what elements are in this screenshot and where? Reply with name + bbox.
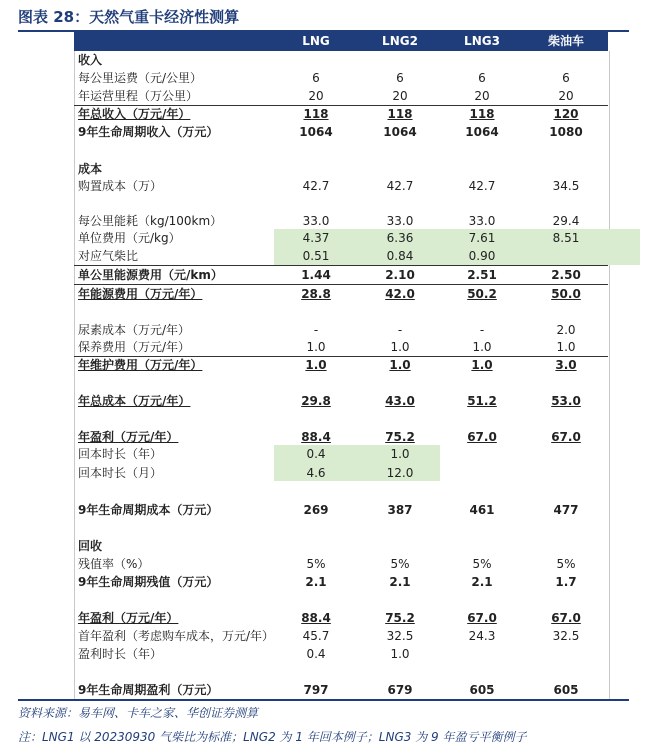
footnote: 注：LNG1 以 20230930 气柴比为标准；LNG2 为 1 年回本例子；LNG3 为 9 年盈亏平衡例子 <box>18 730 527 744</box>
cell-lng2 <box>358 537 442 555</box>
table-row-purchase-cost <box>74 177 608 195</box>
cell-lng: 0.51 <box>302 249 330 263</box>
cell-lng2: 0.84 <box>386 249 414 263</box>
cell-lng: 118 <box>303 107 329 121</box>
table-row-residual-rate <box>74 555 608 573</box>
cell-lng2: 75.2 <box>385 611 415 625</box>
col-header-lng3: LNG3 <box>464 34 500 48</box>
cell-diesel: 120 <box>553 107 579 121</box>
cell-lng2: 43.0 <box>385 394 415 408</box>
cell-lng: 88.4 <box>301 430 331 444</box>
table-row-urea-cost <box>74 321 608 339</box>
cell-lng: 29.8 <box>301 394 331 408</box>
row-label: 年能源费用（万元/年） <box>78 287 203 301</box>
row-label: 购置成本（万） <box>78 179 163 193</box>
cell-lng: 0.4 <box>306 447 326 461</box>
cell-lng3: 50.2 <box>467 287 497 301</box>
cell-diesel <box>524 51 608 69</box>
cell-lng2: 1.0 <box>390 340 410 354</box>
cell-lng3 <box>440 445 524 463</box>
cell-diesel: 8.51 <box>552 231 580 245</box>
table-row-lifecycle-profit <box>74 681 608 699</box>
cell-lng: 269 <box>303 503 329 517</box>
row-label: 对应气柴比 <box>78 249 139 263</box>
cell-diesel: 1.0 <box>556 340 576 354</box>
row-label: 9年生命周期收入（万元） <box>78 125 219 139</box>
cell-lng: 1.0 <box>306 340 326 354</box>
cell-diesel <box>524 445 608 463</box>
cell-diesel <box>524 160 608 178</box>
cell-lng3: 7.61 <box>468 231 496 245</box>
table-row-lifecycle-cost <box>74 501 608 519</box>
table-row-annual-profit <box>74 428 608 446</box>
cell-lng <box>274 160 358 178</box>
table-row-payback-years <box>74 445 608 463</box>
table-row-annual-profit-2 <box>74 609 608 627</box>
cell-diesel: 605 <box>553 683 579 697</box>
cell-lng2 <box>358 160 442 178</box>
table-row-gas-diesel-ratio <box>74 247 608 266</box>
row-label: 每公里能耗（kg/100km） <box>78 214 223 228</box>
cell-lng3: 1064 <box>465 125 499 139</box>
cell-diesel <box>524 247 608 265</box>
cell-lng3: 461 <box>469 503 495 517</box>
cell-diesel: 1080 <box>549 125 583 139</box>
cell-lng: 797 <box>303 683 329 697</box>
cell-lng3: 118 <box>469 107 495 121</box>
figure-title: 图表 28：天然气重卡经济性测算 <box>18 8 240 26</box>
cell-lng: 2.1 <box>305 575 327 589</box>
row-label: 保养费用（万元/年） <box>78 340 191 354</box>
row-label: 首年盈利（考虑购车成本，万元/年） <box>78 629 275 643</box>
cell-diesel: 477 <box>553 503 579 517</box>
row-label: 单位费用（元/kg） <box>78 231 181 245</box>
cell-lng: 4.37 <box>302 231 330 245</box>
cell-lng3 <box>440 464 524 482</box>
cell-lng3: 33.0 <box>468 214 496 228</box>
cell-diesel: 67.0 <box>551 430 581 444</box>
cell-lng: 20 <box>308 89 324 103</box>
cell-lng2: 42.0 <box>385 287 415 301</box>
row-label: 回本时长（月） <box>78 466 163 480</box>
cell-diesel: 20 <box>558 89 574 103</box>
row-label: 回收 <box>78 539 103 553</box>
cell-lng3: 1.0 <box>472 340 492 354</box>
table-row-annual-maintenance <box>74 356 608 374</box>
cell-lng2: 42.7 <box>386 179 414 193</box>
economics-table <box>74 51 610 699</box>
cell-lng: - <box>313 323 319 337</box>
cell-lng: 4.6 <box>306 466 326 480</box>
table-row-annual-mileage <box>74 87 608 106</box>
cell-lng2: 12.0 <box>386 466 414 480</box>
row-label: 9年生命周期盈利（万元） <box>78 683 219 697</box>
table-row-cost-section <box>74 160 608 178</box>
source-note: 资料来源：易车网、卡车之家、华创证券测算 <box>18 706 259 720</box>
cell-lng: 5% <box>306 557 326 571</box>
table-row-recovery-section <box>74 537 608 555</box>
cell-diesel: 1.7 <box>555 575 577 589</box>
cell-lng2: 75.2 <box>385 430 415 444</box>
cell-lng2: 118 <box>387 107 413 121</box>
col-header-lng: LNG <box>302 34 330 48</box>
cell-lng3: 5% <box>472 557 492 571</box>
cell-lng2 <box>358 51 442 69</box>
table-row-annual-total-cost <box>74 392 608 410</box>
row-label: 年运营里程（万公里） <box>78 89 199 103</box>
table-row-energy-consumption <box>74 212 608 230</box>
table-header <box>74 31 608 51</box>
cell-diesel: 5% <box>556 557 576 571</box>
cell-lng3 <box>440 160 524 178</box>
cell-lng2: 6 <box>396 71 404 85</box>
row-label: 回本时长（年） <box>78 447 163 461</box>
cell-lng: 42.7 <box>302 179 330 193</box>
cell-lng: 1.0 <box>305 358 327 372</box>
cell-diesel: 53.0 <box>551 394 581 408</box>
table-row-maintenance-fee <box>74 338 608 357</box>
row-label: 残值率（%） <box>78 557 150 571</box>
cell-lng <box>274 537 358 555</box>
row-label: 年维护费用（万元/年） <box>78 358 203 372</box>
cell-diesel: 50.0 <box>551 287 581 301</box>
cell-lng3: 67.0 <box>467 611 497 625</box>
cell-lng3: 67.0 <box>467 430 497 444</box>
cell-diesel <box>524 537 608 555</box>
cell-lng2: 5% <box>390 557 410 571</box>
cell-lng: 28.8 <box>301 287 331 301</box>
cell-lng3 <box>440 51 524 69</box>
cell-diesel: 6 <box>562 71 570 85</box>
cell-lng3: 2.1 <box>471 575 493 589</box>
cell-lng: 45.7 <box>302 629 330 643</box>
cell-lng2: 1.0 <box>390 647 410 661</box>
row-label: 每公里运费（元/公里） <box>78 71 203 85</box>
cell-diesel: 32.5 <box>552 629 580 643</box>
cell-lng3: 605 <box>469 683 495 697</box>
cell-diesel <box>524 645 608 663</box>
table-row-energy-cost-per-km <box>74 266 608 285</box>
table-row-first-year-profit <box>74 627 608 645</box>
cell-lng2: 679 <box>387 683 413 697</box>
cell-lng: 88.4 <box>301 611 331 625</box>
table-row-annual-income <box>74 105 608 123</box>
row-label: 单公里能源费用（元/km） <box>78 268 223 282</box>
row-label: 尿素成本（万元/年） <box>78 323 191 337</box>
cell-lng3: 2.51 <box>467 268 497 282</box>
row-label: 年总成本（万元/年） <box>78 394 191 408</box>
table-row-lifecycle-residual <box>74 573 608 591</box>
cell-lng2: - <box>397 323 403 337</box>
cell-lng2: 1.0 <box>390 447 410 461</box>
cell-lng2: 33.0 <box>386 214 414 228</box>
cell-lng2: 1.0 <box>389 358 411 372</box>
cell-lng2: 2.1 <box>389 575 411 589</box>
cell-diesel: 2.0 <box>556 323 576 337</box>
cell-lng: 1064 <box>299 125 333 139</box>
cell-diesel: 3.0 <box>555 358 577 372</box>
row-label: 9年生命周期成本（万元） <box>78 503 219 517</box>
cell-lng3: 42.7 <box>468 179 496 193</box>
cell-lng3: 24.3 <box>468 629 496 643</box>
cell-lng2: 32.5 <box>386 629 414 643</box>
footer-rule <box>18 699 629 701</box>
cell-lng2: 387 <box>387 503 413 517</box>
cell-lng3: 1.0 <box>471 358 493 372</box>
row-label: 收入 <box>78 53 103 67</box>
table-row-income-section <box>74 51 608 69</box>
row-label: 成本 <box>78 162 103 176</box>
table-row-unit-price <box>74 229 608 247</box>
table-row-annual-energy-cost <box>74 285 608 303</box>
cell-lng: 6 <box>312 71 320 85</box>
cell-lng2: 6.36 <box>386 231 414 245</box>
table-row-freight-rate <box>74 69 608 87</box>
cell-diesel: 2.50 <box>551 268 581 282</box>
cell-lng3: 6 <box>478 71 486 85</box>
cell-lng: 0.4 <box>306 647 326 661</box>
cell-lng3: - <box>479 323 485 337</box>
table-row-lifecycle-income <box>74 123 608 141</box>
cell-diesel: 34.5 <box>552 179 580 193</box>
cell-lng2: 1064 <box>383 125 417 139</box>
row-label: 盈利时长（年） <box>78 647 163 661</box>
cell-lng3: 20 <box>474 89 490 103</box>
row-label: 年盈利（万元/年） <box>78 430 179 444</box>
cell-lng: 33.0 <box>302 214 330 228</box>
col-header-lng2: LNG2 <box>382 34 418 48</box>
cell-lng <box>274 51 358 69</box>
row-label: 年总收入（万元/年） <box>78 107 191 121</box>
cell-lng3: 51.2 <box>467 394 497 408</box>
table-row-payback-months <box>74 464 608 482</box>
cell-diesel: 67.0 <box>551 611 581 625</box>
cell-diesel <box>524 464 608 482</box>
cell-lng3 <box>440 537 524 555</box>
cell-lng: 1.44 <box>301 268 331 282</box>
col-header-diesel: 柴油车 <box>547 34 584 48</box>
row-label: 年盈利（万元/年） <box>78 611 179 625</box>
row-label: 9年生命周期残值（万元） <box>78 575 219 589</box>
cell-diesel: 29.4 <box>552 214 580 228</box>
cell-lng2: 2.10 <box>385 268 415 282</box>
cell-lng3 <box>440 645 524 663</box>
table-row-profit-duration <box>74 645 608 663</box>
cell-lng3: 0.90 <box>468 249 496 263</box>
cell-lng2: 20 <box>392 89 408 103</box>
